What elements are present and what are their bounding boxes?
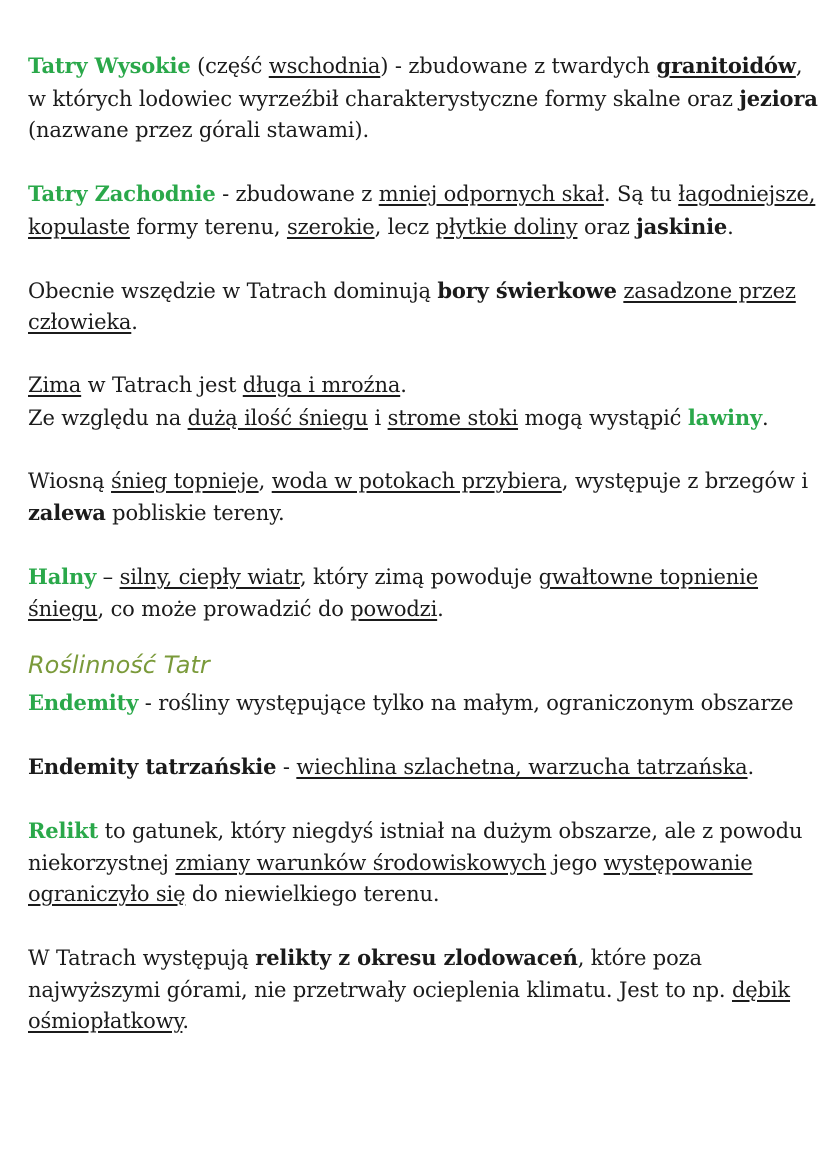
text: . [131,310,138,334]
underlined-text: strome stoki [387,405,519,430]
underlined-text: powodzi [350,596,438,621]
underlined-text: Zima [28,373,82,397]
text: (część [190,54,269,78]
text: - [276,755,297,779]
text: . [400,373,407,397]
underlined-text: silny, ciepły wiatr [119,565,300,589]
text: mogą wystąpić [518,405,688,430]
text: . [727,214,734,239]
term-halny: Halny [28,564,97,589]
term-tatry-zachodnie: Tatry Zachodnie [28,181,216,206]
text: . [182,1009,189,1033]
underlined-text: zasadzone przez człowieka [28,278,796,334]
paragraph-tatry-zachodnie [28,178,818,243]
document-page [28,50,818,1069]
underlined-text: wiechlina szlachetna, warzucha tatrzańska [296,755,748,779]
text: , który zimą powoduje [299,565,539,589]
paragraph-relikty [28,942,818,1038]
text: pobliskie tereny. [105,501,285,525]
text: , występuje z brzegów i [561,468,808,493]
text: . [762,405,769,430]
bold-underlined-text: granitoidów [656,53,796,78]
underlined-text: dużą ilość śniegu [187,405,368,430]
underlined-text: długa i mroźna [242,373,401,397]
text: W Tatrach występują [28,946,256,970]
text: . [747,755,755,779]
bold-text: bory świerkowe [437,277,617,303]
text: (nazwane przez górali stawami). [28,118,369,142]
text: i [367,405,388,430]
text: Wiosną [28,468,112,493]
text: - zbudowane z [215,182,379,206]
bold-text: Endemity tatrzańskie [28,754,277,779]
bold-text: zalewa [28,500,106,525]
text: – [96,565,120,589]
paragraph-halny [28,561,818,625]
paragraph-zima [28,370,818,434]
text: oraz [577,214,637,239]
paragraph-tatry-wysokie [28,50,818,147]
term-tatry-wysokie: Tatry Wysokie [28,53,191,78]
text: . Są tu [603,182,679,206]
underlined-text: występowanie ograniczyło się [28,850,753,906]
underlined-text: wschodnia [268,54,381,78]
text: to gatunek, który niegdyś istniał na dużym obszarze, ale z powodu niekorzystnej [28,819,803,875]
text: , w których lodowiec wyrzeźbił charakterystyczne formy skalne oraz [28,54,803,111]
text: formy terenu, [129,214,287,239]
text: , [258,468,272,493]
paragraph-endemity-tatrzanskie [28,751,818,784]
section-heading: Roślinność Tatr [28,651,210,679]
term-relikt: Relikt [28,818,99,843]
term-endemity: Endemity [28,690,139,715]
text: w Tatrach jest [81,373,243,397]
term-lawiny: lawiny [687,404,763,430]
text: Ze względu na [28,405,188,430]
text: , co może prowadzić do [97,596,351,621]
underlined-text: dębik ośmiopłatkowy [28,977,790,1033]
underlined-text: śnieg topnieje [111,468,259,493]
text: Obecnie wszędzie w Tatrach dominują [28,278,438,303]
paragraph-endemity [28,687,818,720]
paragraph-relikt [28,815,818,911]
text: jego [546,850,604,875]
text: , lecz [374,214,436,239]
text: do niewielkiego terenu. [185,882,440,906]
bold-text: jeziora [739,85,818,111]
text: ) - zbudowane z twardych [380,54,657,78]
underlined-text: szerokie [286,214,375,239]
underlined-text: łagodniejsze, kopulaste [28,182,816,239]
paragraph-bory [28,275,818,339]
text: - rośliny występujące tylko na małym, ograniczonym obszarze [138,691,794,715]
underlined-text: gwałtowne topnienie śniegu [28,565,759,621]
underlined-text: płytkie doliny [435,214,578,239]
paragraph-wiosna [28,466,818,530]
bold-text: jaskinie [636,213,728,239]
bold-text: relikty z okresu zlodowaceń [255,945,578,970]
text: . [437,596,444,621]
text: , które poza najwyższymi górami, nie przetrwały ocieplenia klimatu. Jest to np. [28,946,732,1002]
underlined-text: mniej odpornych skał [378,182,604,206]
underlined-text: woda w potokach przybiera [271,468,562,493]
underlined-text: zmiany warunków środowiskowych [175,850,547,875]
